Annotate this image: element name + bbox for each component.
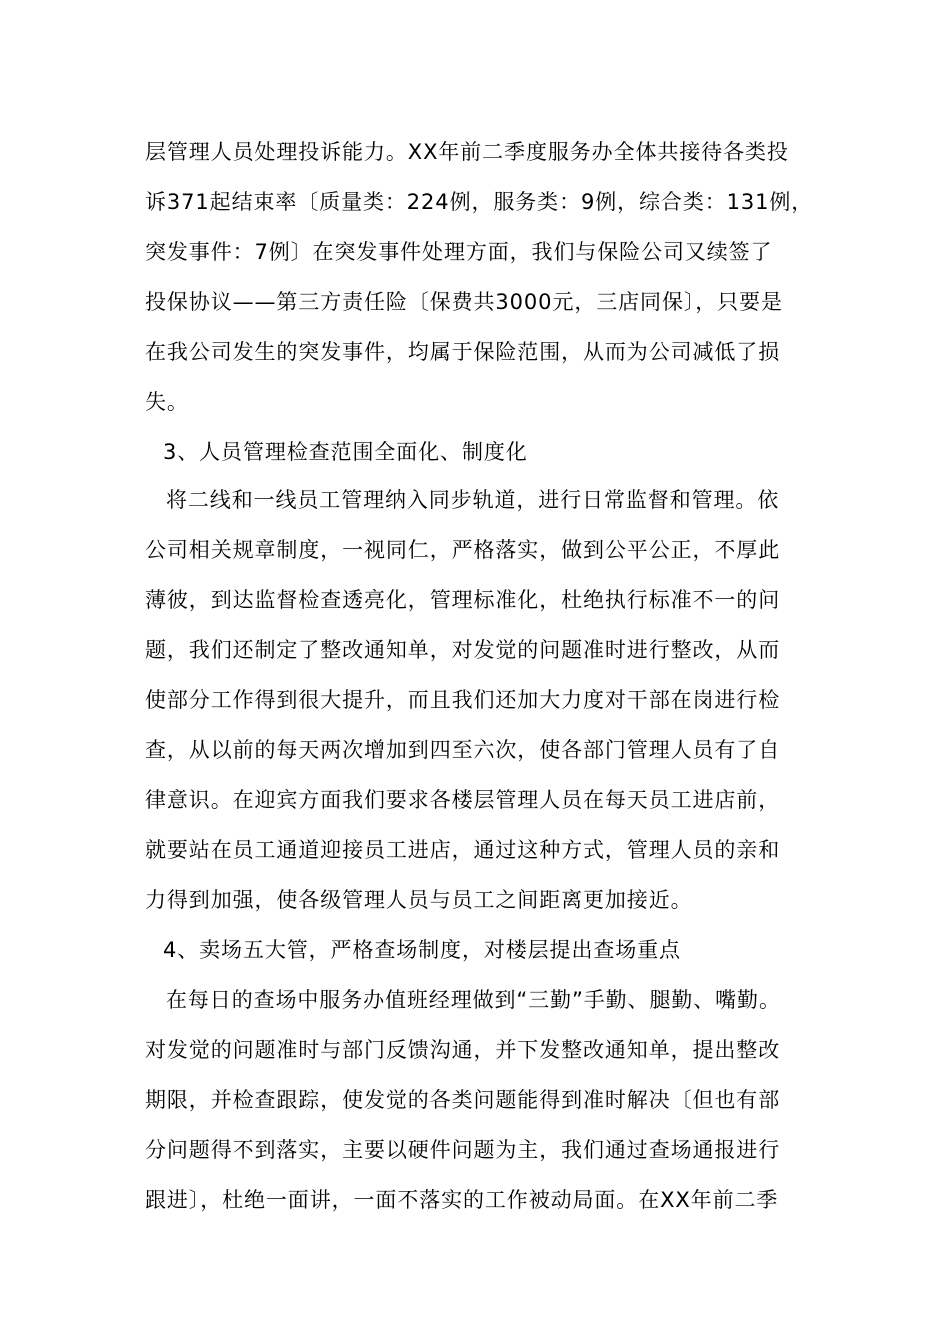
text-line: 对发觉的问题准时与部门反馈沟通，并下发整改通知单，提出整改 [145, 1038, 781, 1062]
text-line: 失。 [145, 390, 189, 414]
text-line: 使部分工作得到很大提升，而且我们还加大力度对干部在岗进行检 [145, 688, 781, 712]
text-line: 在我公司发生的突发事件，均属于保险范围，从而为公司减低了损 [145, 340, 781, 364]
text-line: 薄彼，到达监督检查透亮化，管理标准化，杜绝执行标准不一的问 [145, 588, 781, 612]
text-line: 突发事件：7例〕在突发事件处理方面，我们与保险公司又续签了 [145, 240, 773, 264]
text-line: 期限，并检查跟踪，使发觉的各类问题能得到准时解决〔但也有部 [145, 1088, 781, 1112]
text-line: 投保协议——第三方责任险〔保费共3000元，三店同保〕，只要是 [145, 290, 783, 314]
text-line: 公司相关规章制度，一视同仁，严格落实，做到公平公正，不厚此 [145, 538, 781, 562]
section-heading: 3、人员管理检查范围全面化、制度化 [163, 440, 528, 464]
text-line: 跟进〕，杜绝一面讲，一面不落实的工作被动局面。在XX年前二季 [145, 1188, 779, 1212]
text-line: 诉371起结束率〔质量类：224例，服务类：9例，综合类：131例， [145, 190, 814, 214]
text-line: 将二线和一线员工管理纳入同步轨道，进行日常监督和管理。依 [166, 488, 780, 512]
text-line: 查，从以前的每天两次增加到四至六次，使各部门管理人员有了自 [145, 738, 781, 762]
text-line: 分问题得不到落实，主要以硬件问题为主，我们通过查场通报进行 [145, 1138, 781, 1162]
text-line: 律意识。在迎宾方面我们要求各楼层管理人员在每天员工进店前， [145, 788, 781, 812]
text-line: 就要站在员工通道迎接员工进店，通过这种方式，管理人员的亲和 [145, 838, 781, 862]
text-line: 力得到加强，使各级管理人员与员工之间距离更加接近。 [145, 888, 693, 912]
text-line: 题，我们还制定了整改通知单，对发觉的问题准时进行整改，从而 [145, 638, 781, 662]
text-line: 在每日的查场中服务办值班经理做到“三勤”手勤、腿勤、嘴勤。 [166, 988, 781, 1012]
text-line: 层管理人员处理投诉能力。XX年前二季度服务办全体共接待各类投 [145, 140, 789, 164]
section-heading: 4、卖场五大管，严格查场制度，对楼层提出查场重点 [163, 938, 681, 962]
